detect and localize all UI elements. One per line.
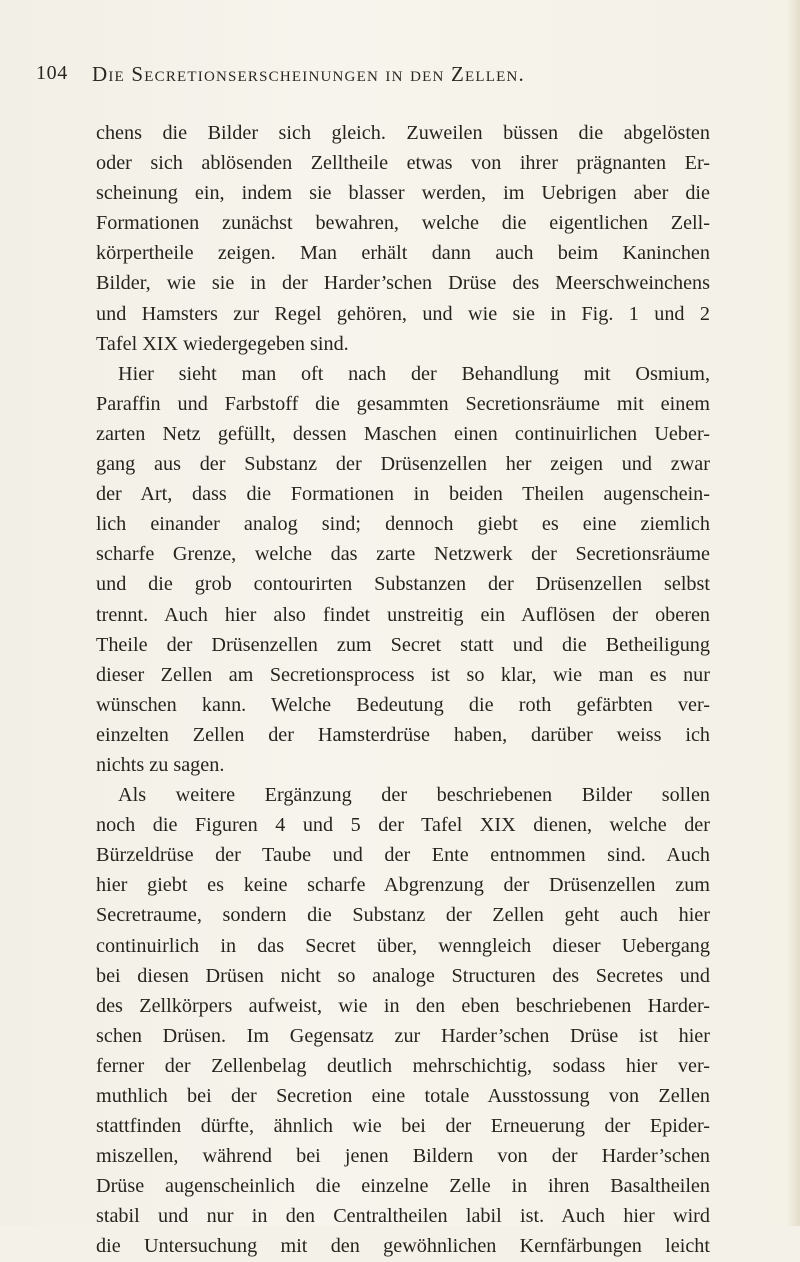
text-line: Secretraume, sondern die Substanz der Zellen geht auch hier (96, 904, 710, 927)
text-line: bei diesen Drüsen nicht so analoge Structuren des Secretes und (96, 964, 710, 987)
text-line: schen Drüsen. Im Gegensatz zur Harder’schen Drüse ist hier (96, 1024, 710, 1047)
text-line: noch die Figuren 4 und 5 der Tafel XIX dienen, welche der (96, 814, 710, 837)
text-line: lich einander analog sind; dennoch giebt es eine ziemlich (96, 513, 710, 536)
page-edge-shadow (786, 0, 800, 1226)
text-line: der Art, dass die Formationen in beiden Theilen augenschein- (96, 483, 710, 506)
text-line: zarten Netz gefüllt, dessen Maschen einen continuirlichen Ueber- (96, 422, 710, 445)
text-line: stattfinden dürfte, ähnlich wie bei der Erneuerung der Epider- (96, 1115, 710, 1138)
text-line: ferner der Zellenbelag deutlich mehrschichtig, sodass hier ver- (96, 1054, 710, 1077)
text-line: Paraffin und Farbstoff die gesammten Secretionsräume mit einem (96, 392, 710, 415)
text-line: einzelten Zellen der Hamsterdrüse haben, darüber weiss ich (96, 723, 710, 746)
body-text (96, 118, 710, 1262)
paragraph-start-line: Als weitere Ergänzung der beschriebenen Bilder sollen (118, 784, 710, 807)
text-line: muthlich bei der Secretion eine totale Ausstossung von Zellen (96, 1085, 710, 1107)
text-line: stabil und nur in den Centraltheilen labil ist. Auch hier wird (96, 1205, 710, 1228)
text-line: und die grob contourirten Substanzen der Drüsenzellen selbst (96, 573, 710, 596)
text-line: Bilder, wie sie in der Harder’schen Drüse des Meerschweinchens (96, 272, 710, 295)
text-line: scharfe Grenze, welche das zarte Netzwerk der Secretionsräume (96, 543, 710, 566)
text-line: gang aus der Substanz der Drüsenzellen her zeigen und zwar (96, 453, 710, 476)
running-title: Die Secretionserscheinungen in den Zellen. (92, 62, 525, 86)
text-line: wünschen kann. Welche Bedeutung die roth gefärbten ver- (96, 693, 710, 716)
page-number: 104 (36, 62, 68, 84)
text-line: körpertheile zeigen. Man erhält dann auch beim Kaninchen (96, 242, 710, 265)
text-line: Formationen zunächst bewahren, welche die eigentlichen Zell- (96, 212, 710, 235)
text-line: nichts zu sagen. (96, 753, 225, 776)
text-line: trennt. Auch hier also findet unstreitig ein Auflösen der oberen (96, 603, 710, 626)
text-line: dieser Zellen am Secretionsprocess ist so klar, wie man es nur (96, 663, 710, 686)
paragraph-start-line: Hier sieht man oft nach der Behandlung mit Osmium, (118, 362, 710, 385)
text-line: Drüse augenscheinlich die einzelne Zelle in ihren Basaltheilen (96, 1175, 710, 1198)
text-line: hier giebt es keine scharfe Abgrenzung der Drüsenzellen zum (96, 874, 710, 897)
text-line: Tafel XIX wiedergegeben sind. (96, 332, 349, 355)
text-line: chens die Bilder sich gleich. Zuweilen büssen die abgelösten (96, 122, 710, 144)
text-line: die Untersuchung mit den gewöhnlichen Kernfärbungen leicht (96, 1235, 710, 1258)
text-line: miszellen, während bei jenen Bildern von der Harder’schen (96, 1145, 710, 1168)
text-line: Theile der Drüsenzellen zum Secret statt und die Betheiligung (96, 633, 710, 656)
text-line: Bürzeldrüse der Taube und der Ente entnommen sind. Auch (96, 844, 710, 867)
text-line: scheinung ein, indem sie blasser werden, im Uebrigen aber die (96, 182, 710, 205)
text-line: oder sich ablösenden Zelltheile etwas von ihrer prägnanten Er- (96, 152, 710, 175)
text-line: continuirlich in das Secret über, wenngleich dieser Uebergang (96, 934, 710, 957)
text-line: des Zellkörpers aufweist, wie in den eben beschriebenen Harder- (96, 994, 710, 1017)
text-line: und Hamsters zur Regel gehören, und wie sie in Fig. 1 und 2 (96, 302, 710, 325)
